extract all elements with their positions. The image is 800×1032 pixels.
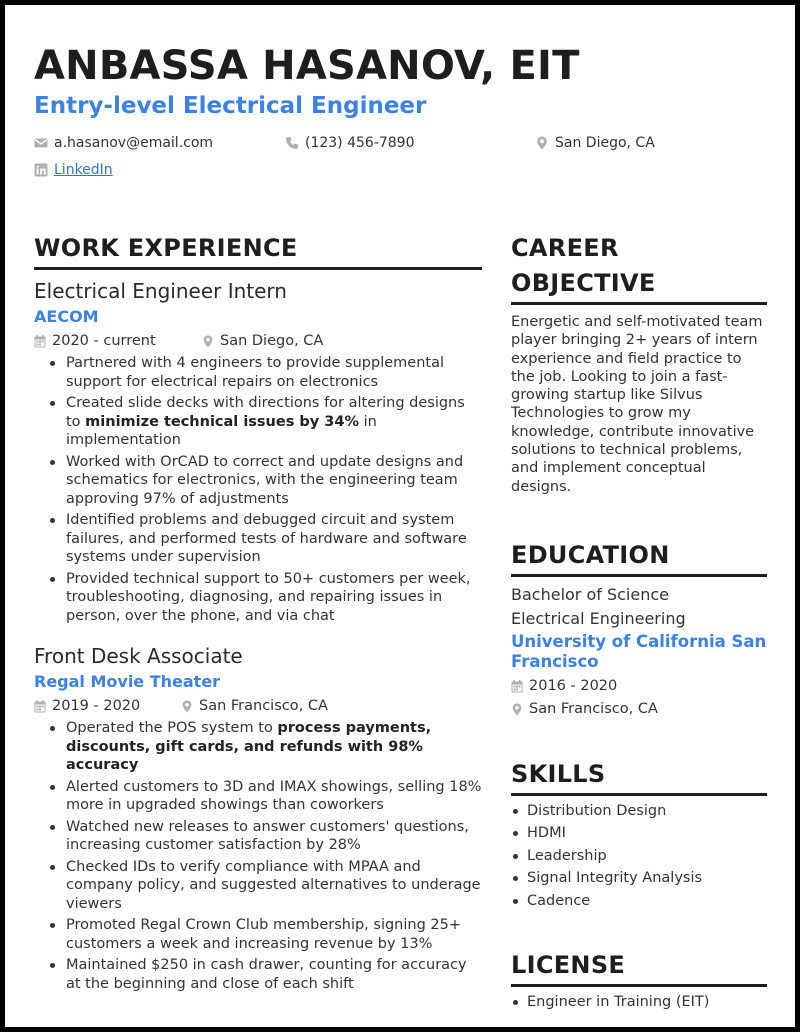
list-item: Provided technical support to 50+ customers per week, troubleshooting, diagnosing, and repairing issues in person, over the phone, and via chat xyxy=(34,570,482,626)
education-location xyxy=(511,698,767,721)
career-objective-section xyxy=(511,231,767,496)
phone-text: (123) 456-7890 xyxy=(305,135,415,151)
list-item: Alerted customers to 3D and IMAX showings, selling 18% more in upgraded showings than coworkers xyxy=(34,778,482,815)
job-bullets xyxy=(34,719,482,993)
list-item: Worked with OrCAD to correct and update designs and schematics for electronics, with the engineering team approving 97% of adjustments xyxy=(34,453,482,509)
location-text: San Diego, CA xyxy=(555,135,655,151)
license-list xyxy=(511,991,767,1013)
linkedin-link[interactable]: LinkedIn xyxy=(54,162,113,178)
job-location-text: San Francisco, CA xyxy=(199,698,328,714)
education-heading: EDUCATION xyxy=(511,538,767,577)
job-title-headline: Entry-level Electrical Engineer xyxy=(34,93,427,119)
list-item: Operated the POS system to process payments, discounts, gift cards, and refunds with 98% accuracy xyxy=(34,719,482,775)
email-text: a.hasanov@email.com xyxy=(54,135,214,151)
job-dates xyxy=(34,695,181,717)
list-item: Distribution Design xyxy=(511,800,767,822)
location-pin-icon xyxy=(202,335,214,348)
linkedin-icon xyxy=(34,163,48,177)
calendar-icon xyxy=(34,335,46,348)
list-item: Watched new releases to answer customers' questions, increasing customer satisfaction by 28% xyxy=(34,818,482,855)
job-entry-1 xyxy=(34,278,482,625)
work-experience-section xyxy=(34,231,482,996)
candidate-name: ANBASSA HASANOV, EIT xyxy=(34,43,580,89)
job-location-text: San Diego, CA xyxy=(220,333,324,349)
sidebar-column xyxy=(511,231,767,1013)
list-item: Engineer in Training (EIT) xyxy=(511,991,767,1013)
job-dates-text: 2019 - 2020 xyxy=(52,698,141,714)
education-location-text: San Francisco, CA xyxy=(529,700,658,717)
degree: Bachelor of Science xyxy=(511,584,669,604)
envelope-icon xyxy=(34,136,48,150)
list-item: Created slide decks with directions for altering designs to minimize technical issues by 34% in implementation xyxy=(34,394,482,450)
job-meta xyxy=(34,330,482,352)
job-dates xyxy=(34,330,202,352)
license-heading: LICENSE xyxy=(511,948,767,987)
school-name: University of California San Francisco xyxy=(511,631,767,671)
job-title: Front Desk Associate xyxy=(34,644,243,668)
list-item: Checked IDs to verify compliance with MPAA and company policy, and suggested alternatives to underage viewers xyxy=(34,858,482,914)
list-item: Cadence xyxy=(511,890,767,912)
contact-email xyxy=(34,135,213,151)
contact-location xyxy=(535,135,655,151)
education-section xyxy=(511,538,767,721)
skills-list xyxy=(511,800,767,912)
education-dates xyxy=(511,675,767,698)
contact-linkedin xyxy=(34,162,113,178)
career-objective-text: Energetic and self-motivated team player bringing 2+ years of intern experience and field practice to the job. Looking to join a fast-growing startup like Silvus Technologies to grow my knowledge, contribute innovative solutions to technical problems, and implement conceptual designs. xyxy=(511,314,763,495)
list-item: Maintained $250 in cash drawer, counting for accuracy at the beginning and close of each shift xyxy=(34,956,482,993)
work-experience-heading: WORK EXPERIENCE xyxy=(34,231,482,270)
location-pin-icon xyxy=(511,703,523,716)
company-name: Regal Movie Theater xyxy=(34,672,221,691)
location-pin-icon xyxy=(535,136,549,150)
location-pin-icon xyxy=(181,700,193,713)
list-item: HDMI xyxy=(511,822,767,844)
list-item: Signal Integrity Analysis xyxy=(511,867,767,889)
job-meta xyxy=(34,695,482,717)
job-title: Electrical Engineer Intern xyxy=(34,279,287,303)
license-section xyxy=(511,948,767,1013)
education-dates-text: 2016 - 2020 xyxy=(529,677,618,694)
skills-section xyxy=(511,757,767,912)
job-entry-2 xyxy=(34,643,482,993)
phone-icon xyxy=(285,136,299,150)
list-item: Leadership xyxy=(511,845,767,867)
list-item: Partnered with 4 engineers to provide supplemental support for electrical repairs on electronics xyxy=(34,354,482,391)
skills-heading: SKILLS xyxy=(511,757,767,796)
career-objective-heading: CAREER OBJECTIVE xyxy=(511,231,767,305)
resume-page xyxy=(5,5,795,1027)
list-item: Identified problems and debugged circuit and system failures, and performed tests of hardware and software systems under supervision xyxy=(34,511,482,567)
company-name: AECOM xyxy=(34,307,99,326)
job-location xyxy=(202,330,323,352)
calendar-icon xyxy=(511,680,523,693)
job-location xyxy=(181,695,328,717)
contact-phone xyxy=(285,135,415,151)
calendar-icon xyxy=(34,700,46,713)
list-item: Promoted Regal Crown Club membership, signing 25+ customers a week and increasing revenue by 13% xyxy=(34,916,482,953)
job-dates-text: 2020 - current xyxy=(52,333,156,349)
job-bullets xyxy=(34,354,482,625)
field-of-study: Electrical Engineering xyxy=(511,608,686,628)
